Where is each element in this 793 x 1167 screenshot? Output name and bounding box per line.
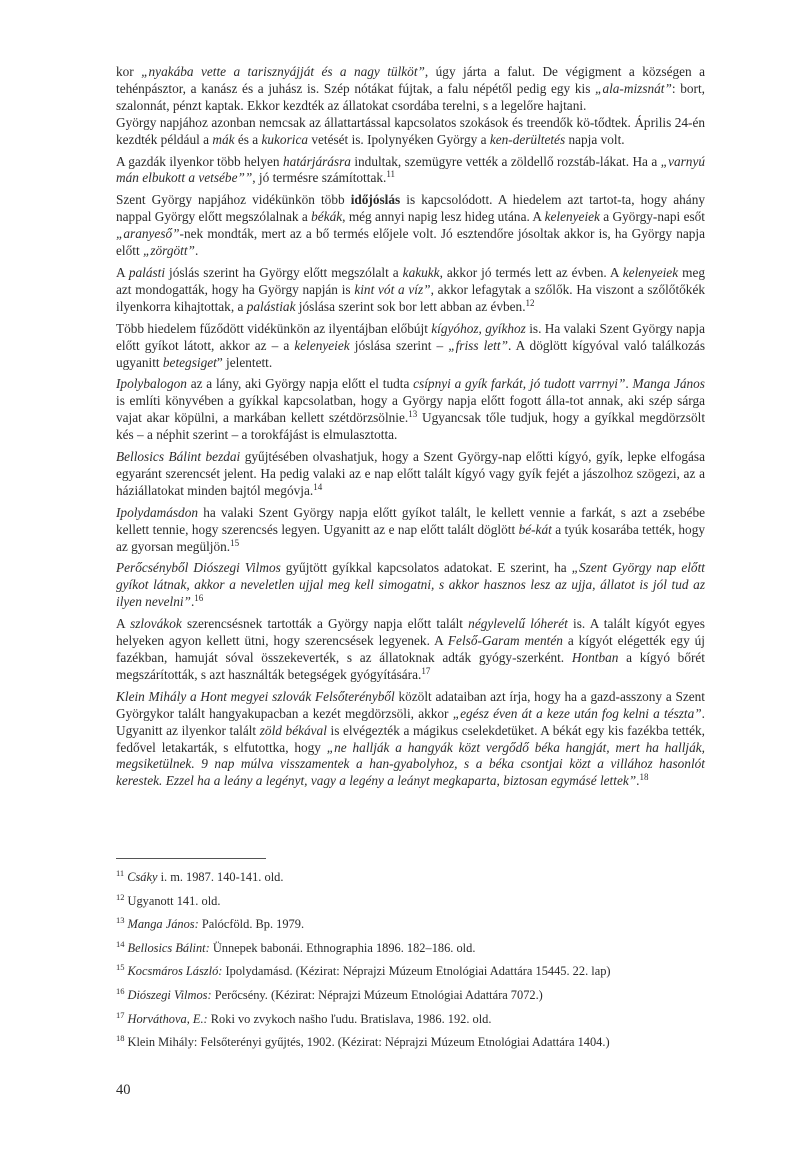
- text-run: Perőcsény. (Kézirat: Néprajzi Múzeum Etnológiai Adattára 7072.): [211, 987, 543, 1002]
- text-run: ha valaki Szent György napja előtt gyíkot talált, le kellett vennie a farkát, s azt a zsebébe kellett tennie, hogy szerencsés legyen. Ugyanitt az e nap előtt talált döglött: [116, 504, 705, 537]
- text-run: Klein Mihály: Felsőterényi gyűjtés, 1902. (Kézirat: Néprajzi Múzeum Etnológiai Adattára 1404.): [127, 1035, 610, 1050]
- italic-text: kelenyeiek: [622, 264, 679, 280]
- italic-text: kígyóhoz, gyíkhoz: [431, 320, 526, 336]
- text-run: indultak, szemügyre vették a zöldellő rozstáb-lákat. Ha a: [350, 153, 661, 169]
- text-run: az a lány, aki György napja előtt el tudta: [186, 376, 414, 392]
- text-run: gyűjtésében olvashatjuk, hogy a Szent György-nap előtti kígyó, gyík, lepke elfogása egyaránt szerencsét jelent. Ha pedig valaki az e nap előtt talált kígyó vagy gyík fejét a jászolhoz szögezi, az a háziállatokat minden bajtól megóvja.: [116, 449, 706, 498]
- footnote-number: 13: [116, 915, 125, 926]
- paragraph: [116, 321, 705, 372]
- italic-text: zöld békával: [259, 722, 327, 738]
- text-run: .: [625, 376, 633, 392]
- paragraph: [116, 560, 705, 611]
- text-run: i. m. 1987. 140-141. old.: [157, 870, 284, 884]
- italic-text: „ne hallják a hangyák közt vergődő béka hangját, mert ha hallják, megsiketülnek. 9 nap múlva visszamentek a han-gyabolyhoz, s a béka csontjai közt a villához hasonlót kerestek. Ezzel ha a leány a legényt, vagy a legény a leányt megkaparta, biztosan egymásé lettek”: [116, 739, 706, 789]
- italic-text: Klein Mihály a Hont megyei szlovák Felsőterényből: [116, 688, 395, 704]
- text-run: is elvégezték a mágikus cselekdetüket. A békát egy kis fazékba tették, fedővel letakarták, s elfutottka, hogy: [116, 722, 705, 755]
- text-run: jóslás szerint ha György előtt megszólalt a: [165, 264, 403, 280]
- footnote-number: 16: [116, 985, 125, 996]
- italic-text: Kocsmáros László:: [127, 964, 223, 979]
- italic-text: csípnyi a gyík farkát, jó tudott varrnyi”: [413, 376, 626, 392]
- footnote-reference: 12: [525, 297, 535, 308]
- footnote-reference: 11: [386, 169, 395, 180]
- italic-text: Horváthova, E.:: [127, 1011, 208, 1026]
- text-run: is említi könyvében a gyíkkal kapcsolatban, hogy a György napja előtt fogott álla-tot annak, aki szép sárga vajat akar köpülni, a markában kellett szétdörzsölnie.: [116, 393, 705, 426]
- paragraph: [116, 115, 705, 149]
- text-run: ” jelentett.: [216, 354, 273, 370]
- text-run: jóslása szerint sok bor lett abban az évben.: [295, 298, 526, 314]
- footnote-reference: 13: [408, 409, 418, 420]
- footnote: [116, 960, 705, 984]
- body-text: [116, 64, 705, 790]
- text-run: a kígyót elégették egy új fazékban, hamuját sóval összekeverték, s az állatoknak adták gyógy-szerként.: [116, 633, 705, 665]
- italic-text: bé-kát: [518, 521, 552, 537]
- text-run: meg azt mondogatták, hogy ha György napján is: [116, 264, 705, 297]
- footnote-reference: 15: [230, 537, 240, 548]
- italic-text: „varnyú mán elbukott a vetsébe””: [116, 153, 705, 186]
- paragraph: [116, 689, 705, 790]
- text-run: a kígyó bőrét megszárították, s azt használták betegségek gyógyítására.: [116, 650, 705, 682]
- text-run: Roki vo zvykoch našho ľudu. Bratislava, 1986. 192. old.: [207, 1011, 492, 1026]
- text-run: . A döglött kígyóval való találkozás ugyanitt: [116, 337, 705, 370]
- italic-text: Ipolydamásdon: [116, 504, 198, 520]
- text-run: , akkor lefagytak a szőlők. Ha viszont a szőlőtőkék ilyenkorra kihajtottak, a: [116, 281, 705, 314]
- italic-text: „nyakába vette a tarisznyájját és a nagy tülköt”: [141, 64, 425, 79]
- italic-text: határjárásra: [282, 153, 351, 169]
- footnote-number: 14: [116, 938, 125, 949]
- footnote: [116, 866, 705, 890]
- italic-text: négylevelű lóherét: [468, 616, 568, 632]
- italic-text: „egész éven át a keze után fog kelni a tészta”: [452, 705, 702, 721]
- text-run: A: [116, 264, 129, 280]
- footnote-separator: [116, 858, 266, 859]
- italic-text: kint vót a víz”: [354, 281, 431, 297]
- footnote-number: 17: [116, 1009, 125, 1020]
- paragraph: [116, 449, 705, 500]
- paragraph: [116, 265, 705, 316]
- text-run: Ünnepek babonái. Ethnographia 1896. 182–186. old.: [209, 940, 476, 955]
- italic-text: Hontban: [571, 650, 619, 665]
- italic-text: Felső-Garam mentén: [447, 633, 563, 649]
- footnote-number: 15: [116, 962, 125, 973]
- footnote: [116, 937, 705, 961]
- text-run: napja volt.: [565, 131, 625, 147]
- bold-text: időjóslás: [350, 192, 401, 208]
- paragraph: [116, 376, 705, 444]
- italic-text: palásti: [128, 264, 166, 280]
- italic-text: „friss lett”: [448, 337, 508, 353]
- text-run: .: [190, 594, 195, 610]
- text-run: és a: [234, 131, 262, 147]
- text-run: .: [194, 243, 199, 259]
- footnote: [116, 984, 705, 1008]
- footnote: [116, 913, 705, 937]
- text-run: : bort, szalonnát, pénzt kaptak. Ekkor kezdték az állatokat csordába terelni, s a legelőre hajtani.: [116, 80, 706, 113]
- text-run: -nek mondták, mert az a bő termés előjele volt. Jó esztendőre jósoltak akkor is, ha György napja előtt: [116, 226, 705, 259]
- footnote: [116, 1008, 705, 1032]
- italic-text: Ipolybalogon: [116, 376, 187, 392]
- italic-text: Csáky: [127, 870, 158, 884]
- italic-text: Bellosics Bálint bezdai: [116, 449, 241, 465]
- text-run: a tyúk kosarába tették, hogy az gyorsan megüljön.: [116, 521, 706, 554]
- text-run: .: [636, 773, 640, 789]
- text-run: A: [116, 616, 131, 632]
- page-number: 40: [116, 1082, 131, 1098]
- italic-text: mák: [212, 131, 235, 147]
- italic-text: betegsiget: [162, 354, 217, 370]
- text-run: Ipolydamásd. (Kézirat: Néprajzi Múzeum Etnológiai Adattára 15445. 22. lap): [222, 964, 611, 979]
- italic-text: kakukk: [402, 264, 440, 280]
- italic-text: „aranyeső”: [116, 226, 180, 242]
- text-run: is. Ha valaki Szent György napja előtt gyíkot látott, akkor az – a: [116, 320, 705, 353]
- paragraph: [116, 616, 705, 684]
- footnote-reference: 18: [639, 772, 649, 783]
- text-run: gyűjtött gyíkkal kapcsolatos adatokat. E szerint, ha: [280, 560, 572, 576]
- footnote-reference: 17: [421, 665, 431, 676]
- text-run: . Ugyanitt az ilyenkor talált: [116, 705, 705, 738]
- paragraph: [116, 64, 705, 115]
- footnote-reference: 14: [313, 481, 323, 492]
- text-run: Több hiedelem fűződött vidékünkön az ilyentájban előbújt: [116, 320, 432, 336]
- footnote-number: 11: [116, 868, 125, 878]
- text-run: , jó termésre számítottak.: [252, 170, 387, 186]
- italic-text: „zörgött”: [142, 243, 195, 259]
- text-run: kor: [116, 64, 142, 79]
- italic-text: „ala-mizsnát”: [595, 80, 672, 96]
- italic-text: Bellosics Bálint:: [127, 940, 210, 955]
- italic-text: békák: [311, 209, 343, 225]
- text-run: közölt adataiban azt írja, hogy ha a gazd-asszony a Szent Györgykor talált hangyakupacban a kezét megdörzsöli, akkor: [116, 688, 705, 721]
- italic-text: ken-derültetés: [489, 131, 566, 147]
- text-run: Ugyancsak tőle tudjuk, hogy a gyíkkal megdörzsölt kés – a néphit szerint – a torokfájást is elmulasztotta.: [116, 410, 706, 443]
- text-run: György napjához azonban nemcsak az állattartással kapcsolatos szokások és treendők kö-tődtek. Április 24-én kezdték például a: [116, 114, 705, 147]
- text-run: szerencsésnek tartották a György napja előtt talált: [181, 616, 469, 632]
- text-run: jóslása szerint –: [349, 337, 449, 353]
- italic-text: Manga János:: [127, 917, 199, 932]
- italic-text: kukorica: [261, 131, 308, 147]
- footnote: [116, 1031, 705, 1055]
- footnote-reference: 16: [194, 593, 204, 604]
- italic-text: „Szent György nap előtt gyíkot látnak, akkor a neveletlen ujjal meg kell simogatni, s akkor hasznos lesz az ujja, állatot is jól tud az ilyen nevelni”: [116, 560, 705, 610]
- text-run: , úgy járta a falut. De végigment a községen a tehénpásztor, a kanász és a juhász is. Szép nótákat fújtak, a falu népétől pedig egy kis: [116, 64, 705, 96]
- text-run: is kapcsolódott. A hiedelem azt tartot-ta, hogy ahány nappal György előtt megszólalnak a: [116, 192, 706, 225]
- text-run: , még annyi napig lesz hideg utána. A: [342, 209, 545, 225]
- italic-text: palástiak: [246, 298, 296, 314]
- footnotes: [116, 866, 705, 1055]
- italic-text: Manga János: [632, 376, 705, 392]
- paragraph: [116, 505, 705, 556]
- footnote-number: 18: [116, 1033, 125, 1044]
- italic-text: Perőcsényből Diószegi Vilmos: [116, 560, 281, 576]
- text-run: Szent György napjához vidékünkön több: [116, 192, 351, 208]
- text-run: a György-napi esőt: [599, 209, 705, 225]
- text-run: , akkor jó termés lett az évben. A: [439, 264, 623, 280]
- paragraph: [116, 154, 705, 188]
- italic-text: kelenyeiek: [544, 209, 600, 225]
- text-run: Ugyanott 141. old.: [127, 893, 221, 908]
- italic-text: kelenyeiek: [294, 337, 350, 353]
- paragraph: [116, 192, 705, 260]
- text-run: vetését is. Ipolynyéken György a: [308, 131, 490, 147]
- italic-text: szlovákok: [130, 616, 182, 632]
- text-run: Palócföld. Bp. 1979.: [198, 917, 305, 932]
- footnote: [116, 890, 705, 914]
- italic-text: Diószegi Vilmos:: [127, 987, 212, 1002]
- text-run: is. A talált kígyót egyes helyeken agyon kellett ütni, hogy szerencsések legyenek. A: [116, 616, 705, 649]
- footnote-number: 12: [116, 891, 125, 902]
- text-run: A gazdák ilyenkor több helyen: [116, 153, 283, 169]
